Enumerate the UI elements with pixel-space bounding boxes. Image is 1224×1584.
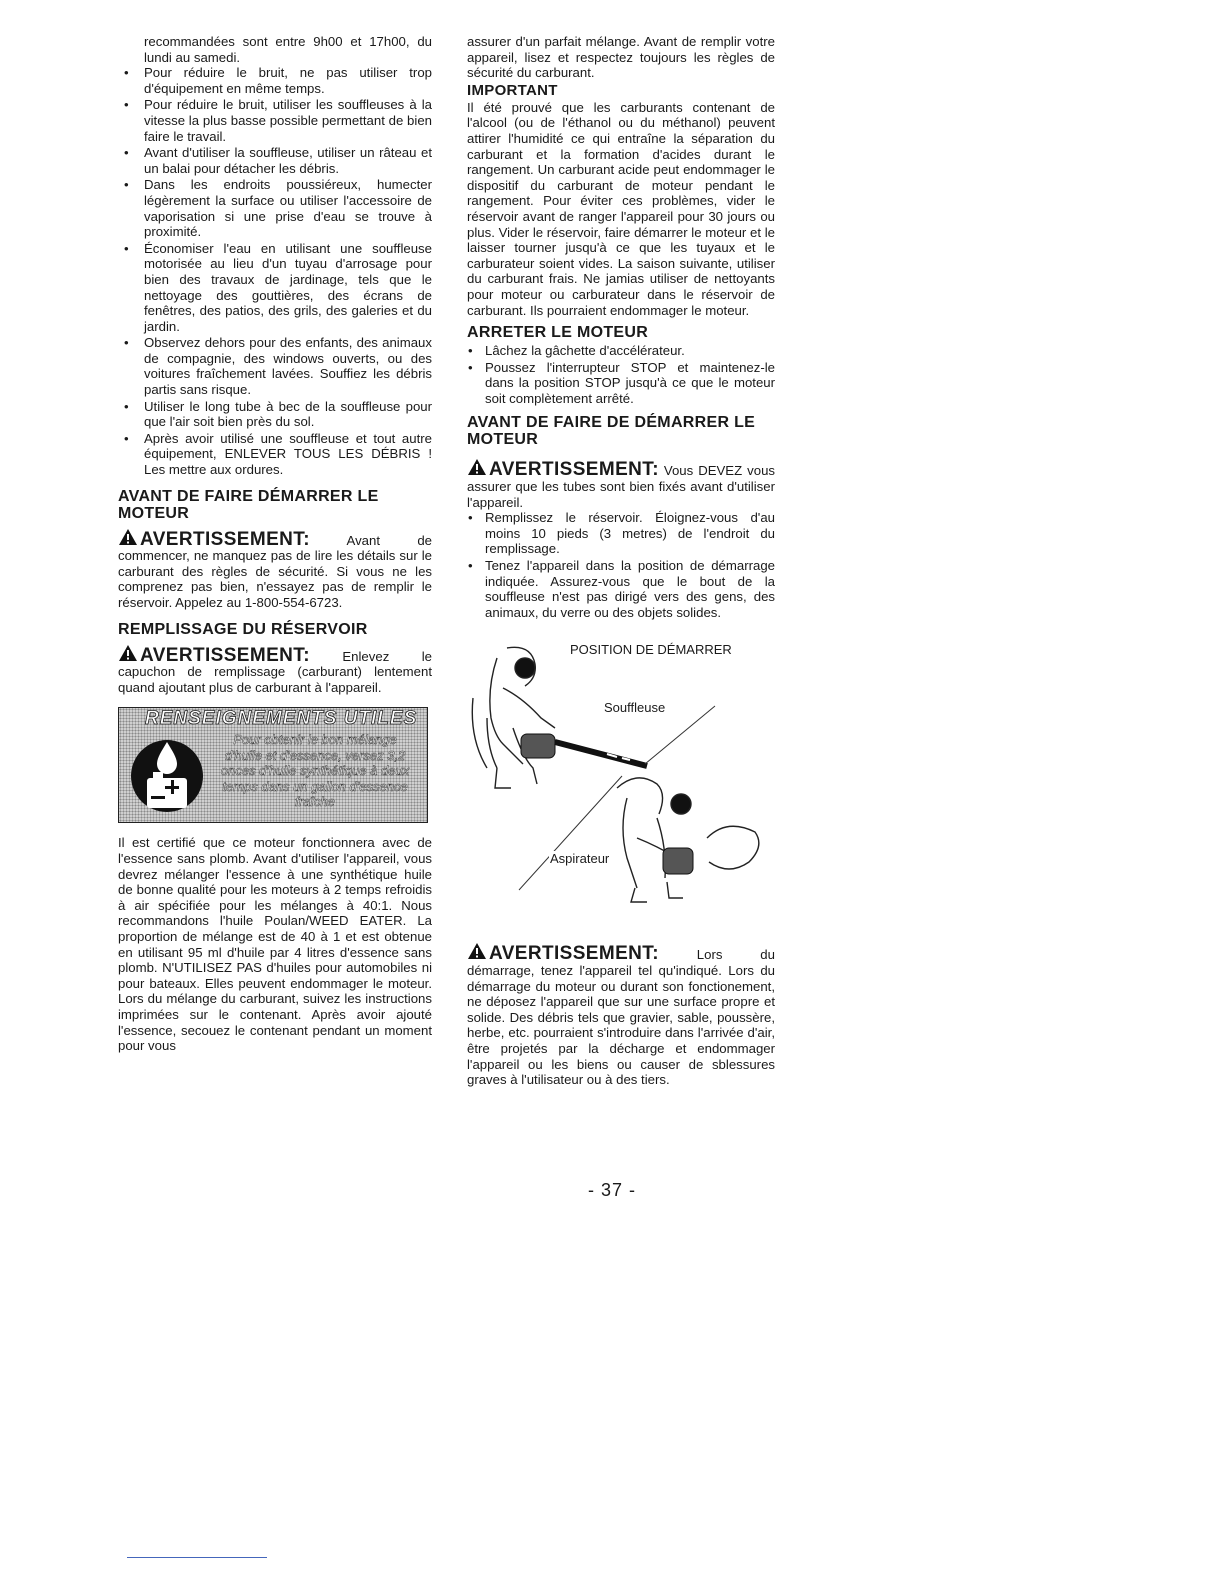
section-heading-before-start: AVANT DE FAIRE DÉMARRER LE MOTEUR (118, 487, 379, 522)
fuel-mix-continuation: assurer d'un parfait mélange. Avant de remplir votre appareil, lisez et respectez toujours les règles de sécurité du carburant. (467, 34, 775, 81)
list-item: • Tenez l'appareil dans la position de démarrage indiquée. Assurez-vous que le bout de la souffleuse n'est pas dirigé vers des gens, des animaux, du verre ou des objets solides. (467, 558, 775, 620)
noise-tips-list (118, 65, 432, 477)
warning-triangle-icon (118, 644, 138, 662)
important-heading: IMPORTANT (467, 81, 558, 99)
warning-block (118, 644, 432, 696)
section-heading-stop-engine: ARRETER LE MOTEUR (467, 324, 649, 342)
list-item: • Dans les endroits poussiéreux, humecter légèrement la surface ou utiliser l'accessoire de vaporisation si une prise d'eau se trouve à proximité. (118, 177, 432, 239)
warning-triangle-icon (118, 528, 138, 546)
list-item: • Après avoir utilisé une souffleuse et tout autre équipement, ENLEVER TOUS LES DÉBRIS ! Les mettre aux ordures. (118, 431, 432, 478)
warning-label: AVERTISSEMENT: (489, 943, 659, 965)
footer-rule (127, 1557, 267, 1558)
fuel-mix-paragraph: Il est certifié que ce moteur fonctionnera avec de l'essence sans plomb. Avant d'utiliser l'appareil, vous devrez mélanger l'essence à une synthétique huile de bonne qualité pour les moteurs à 2 temps refroidis à air spécifiée pour les mélanges à 40:1. Nous recommandons l'huile Poulan/WEED EATER. La proportion de mélange est de 40 à 1 et est obtenue en utilisant 95 ml d'huile par 4 litres d'essence sans plomb. N'UTILISEZ PAS d'huiles pour automobiles ni pour bateaux. Elles peuvent endommager le moteur. Lors du mélange du carburant, suivez les instructions imprimées sur le contenant. Après avoir ajouté l'essence, secouez le contenant pendant un moment pour vous (118, 835, 432, 1054)
left-column (118, 34, 432, 1054)
figure-label-blower: Souffleuse (604, 700, 666, 716)
figure-label-vacuum: Aspirateur (550, 851, 610, 867)
list-item: • Avant d'utiliser la souffleuse, utiliser un râteau et un balai pour détacher les débris. (118, 145, 432, 176)
useful-info-text: Pour obtenir le bon mélange d'huile et d'essence, versez 3,2 onces d'huile synthétique à deux temps dans un gallon d'essence fraîche (220, 732, 410, 809)
warning-block (467, 458, 775, 510)
list-item: • Observez dehors pour des enfants, des animaux de compagnie, des windows ouverts, ou des voitures fraîchement lavées. Souffiez les débris partis sans risque. (118, 335, 432, 397)
intro-continuation: recommandées sont entre 9h00 et 17h00, du lundi au samedi. (144, 34, 432, 65)
warning-text: vous assurer que les tubes sont bien fixés avant d'utiliser l'appareil. (467, 463, 775, 510)
starting-position-figure (467, 638, 775, 938)
list-item: • Lâchez la gâchette d'accélérateur. (467, 343, 775, 359)
important-text: Il été prouvé que les carburants contenant de l'alcool (ou de l'éthanol ou du méthanol) peuvent attirer l'humidité ce qui entraîne la séparation du carburant et la formation d'acides durant le rangement. Un carburant acide peut endommager le dispositif du carburant de moteur pendant le rangement. Pour éviter ces problèmes, vider le réservoir avant de ranger l'appareil pour 30 jours ou plus. Vider le réservoir, faire démarrer le moteur et le laisser tourner jusqu'à ce que les tuyaux et le carburateur soient vides. La saison suivante, utiliser du carburant frais. Ne jamias utiliser de nettoyants pour moteur ou carburateur dans le réservoir de carburant. Ils pourraient endommager le moteur. (467, 99, 775, 318)
list-item: • Pour réduire le bruit, ne pas utiliser trop d'équipement en même temps. (118, 65, 432, 96)
warning-text: Enlevez le capuchon de remplissage (carburant) lentement quand ajoutant plus de carburant à l'appareil. (118, 648, 432, 695)
list-item: • Remplissez le réservoir. Éloignez-vous d'au moins 10 pieds (3 metres) de l'endroit du remplissage. (467, 510, 775, 557)
warning-text: Avant de commencer, ne manquez pas de lire les détails sur le carburant des règles de sécurité. Si vous ne les comprenez pas bien, n'essayez pas de remplir le réservoir. Appelez au 1-800-554-6723. (118, 532, 432, 610)
figure-title: POSITION DE DÉMARRER (570, 642, 732, 658)
warning-label: AVERTISSEMENT: (489, 459, 659, 481)
warning-text-lead: Vous DEVEZ (663, 463, 743, 479)
list-item: • Économiser l'eau en utilisant une souffleuse motorisée au lieu d'un tuyau d'arrosage pour bien des travaux de jardinage, tels que le nettoyage des gouttières, des écrans de fenêtres, des patios, des grils, des galeries et du jardin. (118, 241, 432, 335)
fuel-can-icon (129, 734, 205, 814)
warning-triangle-icon (467, 458, 487, 476)
useful-info-title: RENSEIGNEMENTS UTILES (145, 708, 418, 730)
useful-info-box (118, 707, 428, 823)
warning-triangle-icon (467, 942, 487, 960)
start-steps-list (467, 510, 775, 620)
right-column (467, 34, 775, 1088)
warning-block (118, 528, 432, 611)
section-heading-fill-tank: REMPLISSAGE DU RÉSERVOIR (118, 620, 368, 638)
list-item: • Pour réduire le bruit, utiliser les souffleuses à la vitesse la plus basse possible permettant de bien faire le travail. (118, 97, 432, 144)
warning-label: AVERTISSEMENT: (140, 644, 310, 666)
warning-block (467, 942, 775, 1087)
section-heading-start-engine: AVANT DE FAIRE DE DÉMARRER LE MOTEUR (467, 414, 756, 449)
list-item: • Utiliser le long tube à bec de la souffleuse pour que l'air soit bien près du sol. (118, 399, 432, 430)
warning-label: AVERTISSEMENT: (140, 528, 310, 550)
stop-steps-list (467, 343, 775, 406)
starting-position-illustration (467, 638, 775, 908)
page-number: - 37 - (587, 1180, 636, 1200)
warning-text: Lors du démarrage, tenez l'appareil tel qu'indiqué. Lors du démarrage du moteur ou durant son fonctionement, ne déposez l'appareil que sur une surface propre et solide. Des débris tels que gravier, sable, poussère, herbe, etc. pourraient s'introduire dans l'arrivée d'air, être projetés par la décharge et endommager l'appareil ou les biens ou causer de sblessures graves à l'utilisateur ou à des tiers. (467, 947, 775, 1088)
list-item: • Poussez l'interrupteur STOP et maintenez-le dans la position STOP jusqu'à ce que le moteur soit complètement arrêté. (467, 360, 775, 407)
